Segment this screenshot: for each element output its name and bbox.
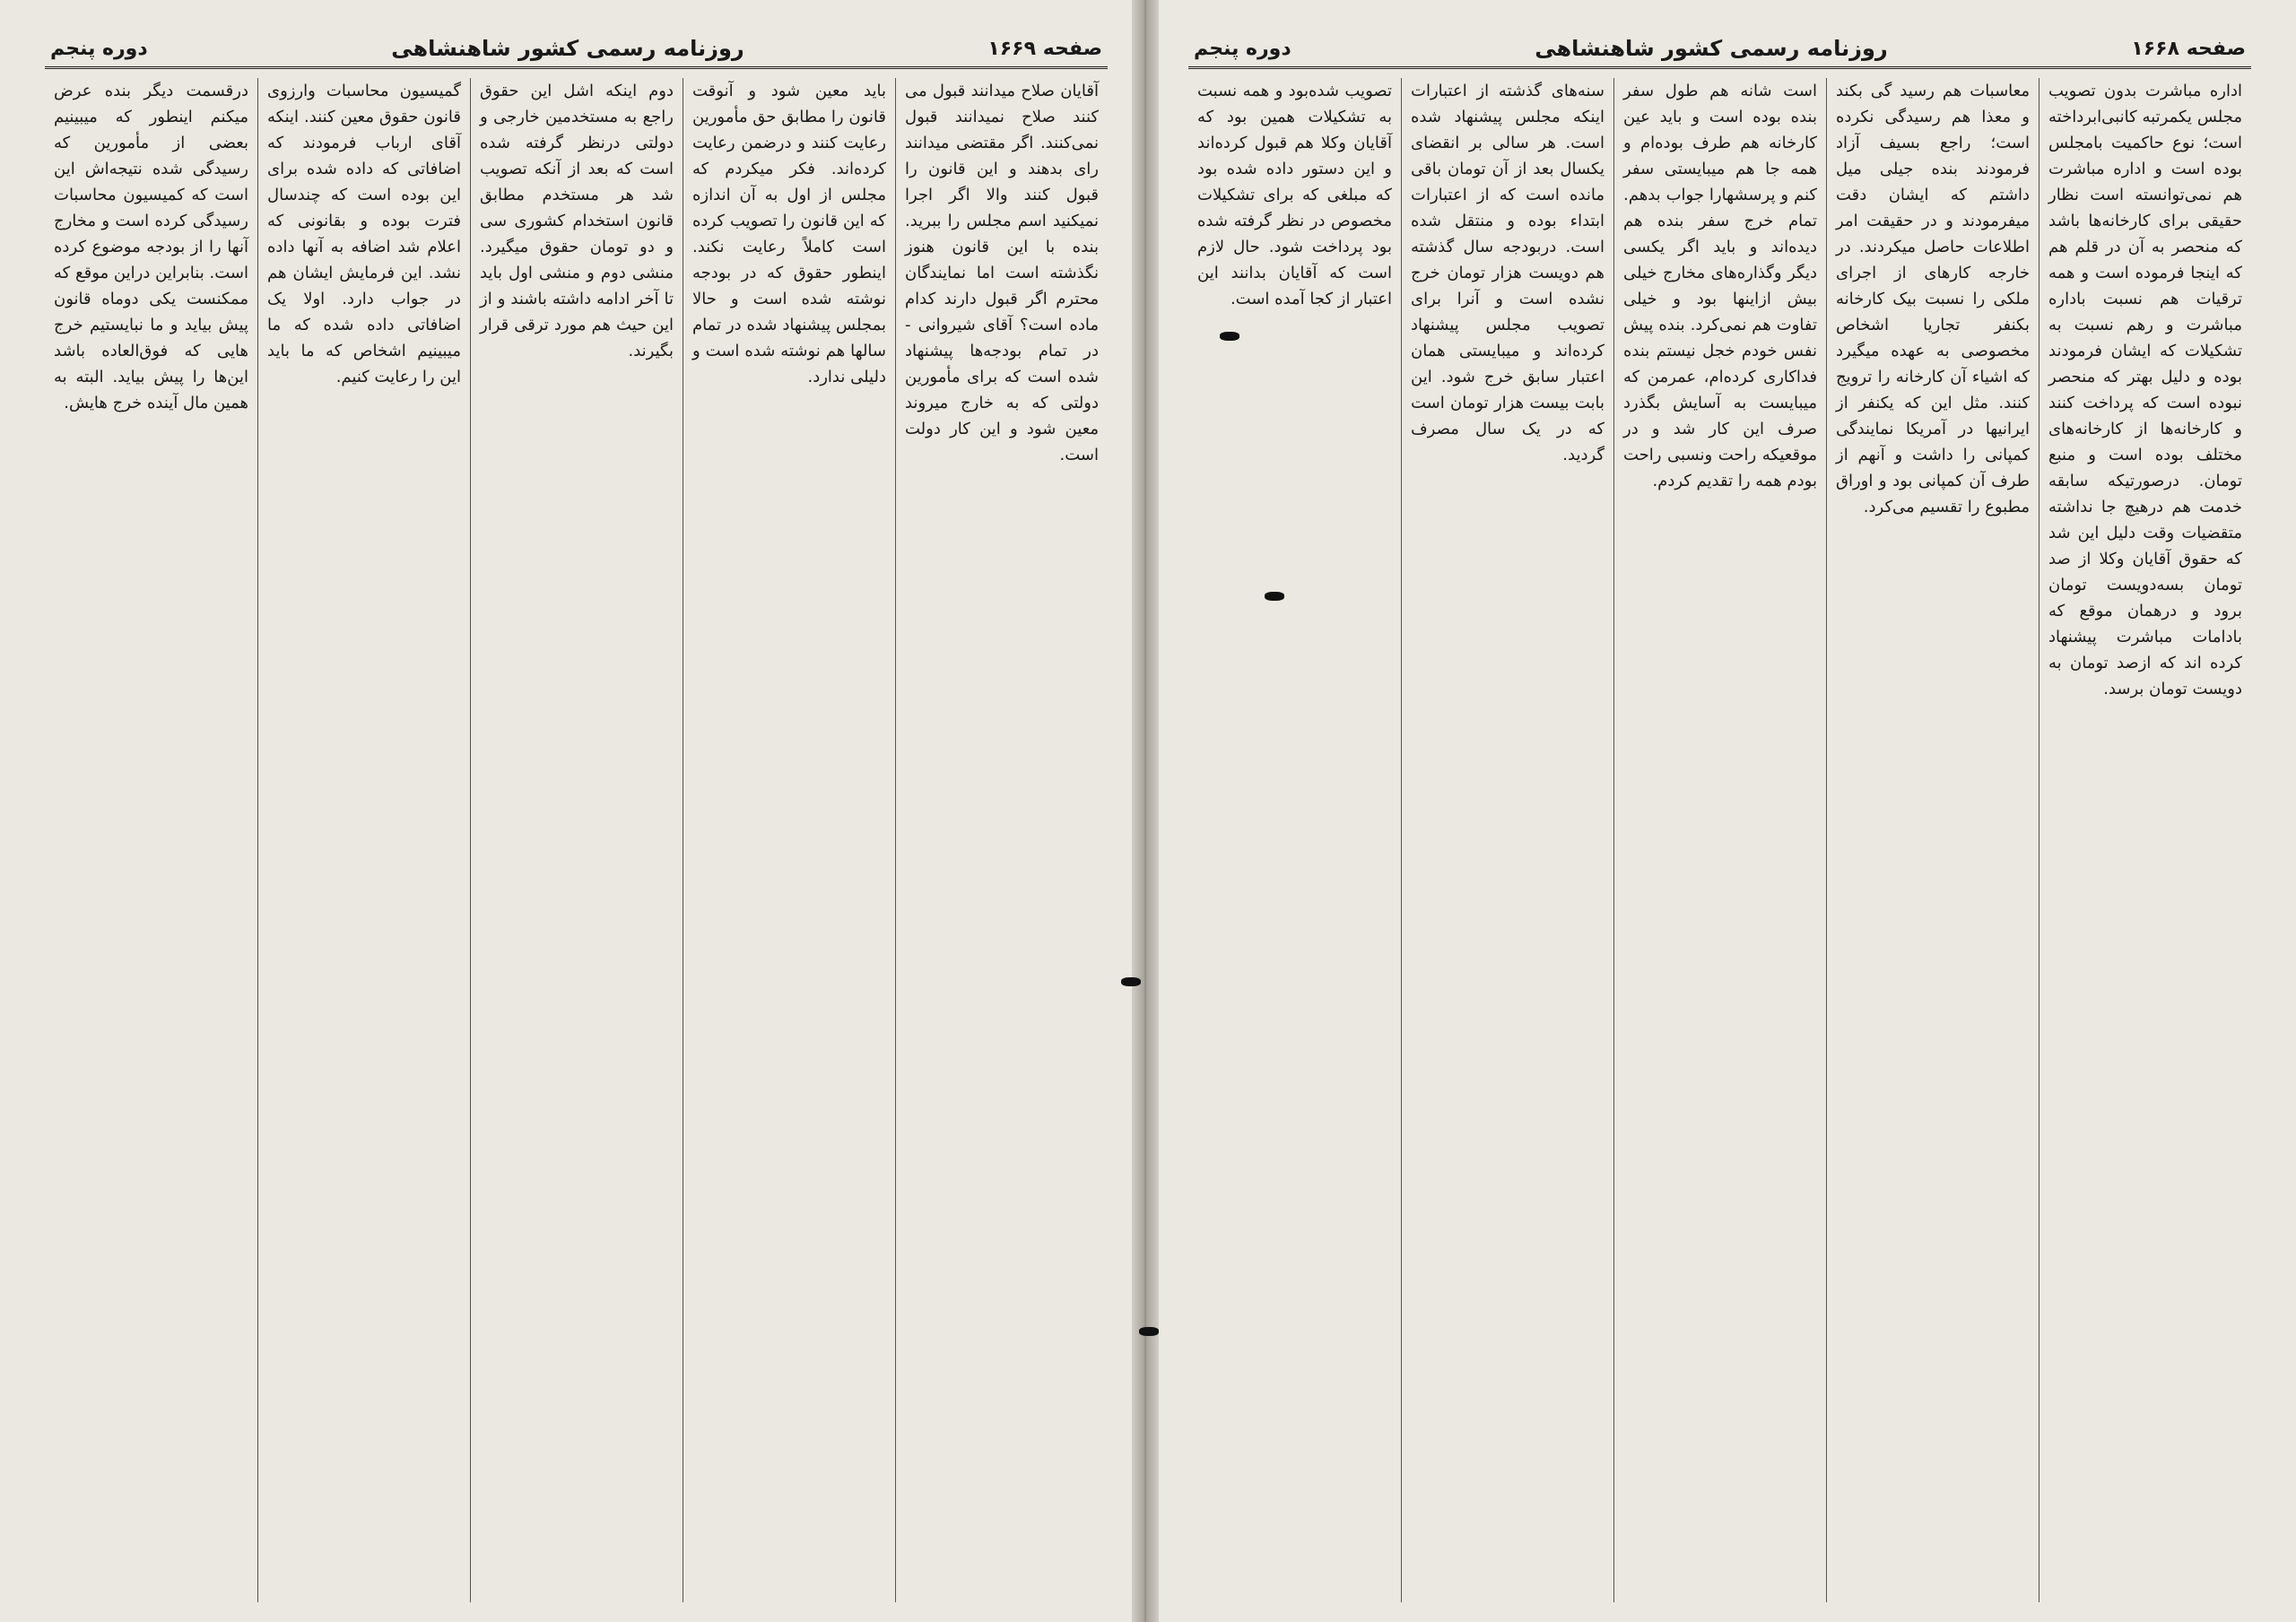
text-column (1188, 78, 1401, 1602)
text-column (683, 78, 895, 1602)
right-page-header (1188, 30, 2251, 69)
ink-blot (1220, 332, 1239, 341)
ink-blot (1139, 1327, 1159, 1336)
right-page-number: صفحه ۱۶۶۸ (2131, 37, 2246, 60)
column-text: آقایان صلاح میدانند قبول می کنند صلاح نمیدانند قبول نمی‌کنند. اگر مقتضی میدانند رای بدهند و این قانون را قبول کنند والا اگر اجرا نمیکنید اسم مجلس را ببرید. بنده با این قانون هنوز نگذشته است اما نمایندگان محترم اگر قبول دارند کدام ماده است؟ آقای شیروانی - در تمام بودجه‌ها پیشنهاد شده است که برای مأمورین دولتی که به خارج میروند معین شود و این کار دولت است. (905, 82, 1099, 464)
text-column (895, 78, 1108, 1602)
text-column (1401, 78, 1613, 1602)
column-text: معاسبات هم رسید گی بکند و معذا هم رسیدگی نکرده است؛ راجع بسیف آزاد فرمودند بنده جیلی میل داشتم که ایشان دقت میفرمودند و در حقیقت امر اطلاعات حاصل میکردند. در خارجه کارهای از اجرای ملکی را نسبت بیک کارخانه بکنفر تجاریا اشخاص مخصوصی به عهده میگیرد که اشیاء آن کارخانه را ترویج کنند. مثل این که یکنفر از ایرانیها در آمریکا نمایندگی کمپانی را داشت و آنهم از طرف آن کمپانی بود و اوراق مطبوع را تقسیم می‌کرد. (1836, 82, 2030, 516)
column-text: باید معین شود و آنوقت قانون را مطابق حق مأمورین رعایت کنند و درضمن رعایت کرده‌اند. فکر میکردم که مجلس از اول به آن اندازه که این قانون را تصویب کرده است کاملاً رعایت نکند. اینطور حقوق که در بودجه نوشته شده است و حالا بمجلس پیشنهاد شده در تمام سالها هم نوشته شده است و دلیلی ندارد. (692, 82, 886, 386)
right-page-period: دوره پنجم (1194, 37, 1292, 60)
right-page (1161, 0, 2278, 1622)
text-column (2039, 78, 2251, 1602)
right-page-title: روزنامه رسمی کشور شاهنشاهی (1535, 36, 1888, 61)
column-text: سنه‌های گذشته از اعتبارات اینکه مجلس پیشنهاد شده است. هر سالی بر انقضای یکسال بعد از آن تومان باقی مانده است که از اعتبارات ابتداء بوده و منتقل شده است. دربودجه سال گذشته هم دویست هزار تومان خرج نشده است و آنرا برای تصویب مجلس پیشنهاد کرده‌اند و میبایستی همان اعتبار سابق خرج شود. این بابت بیست هزار تومان است که در یک سال مصرف گردید. (1411, 82, 1605, 464)
text-column (1613, 78, 1826, 1602)
column-text: است شانه هم طول سفر بنده بوده است و باید عین کارخانه هم طرف بوده‌ام و همه جا هم میبایستی سفر کنم و پرسشهارا جواب بدهم. تمام خرج سفر بنده هم دیده‌اند و باید اگر یکسی دیگر وگذاره‌های مخارج خیلی بیش ازاینها بود و خیلی تفاوت هم نمی‌کرد. بنده پیش نفس خودم خجل نیستم بنده فداکاری کرده‌ام، عمرمن که میبایست به آسایش بگذرد صرف این کار شد و در موقعیکه راحت ونسبی راحت بودم همه را تقدیم کردم. (1623, 82, 1817, 490)
column-text: درقسمت دیگر بنده عرض میکنم اینطور که میبینیم بعضی از مأمورین که رسیدگی شده نتیجه‌اش این است که کمیسیون محاسبات رسیدگی کرده است و مخارج آنها را از بودجه موضوع کرده است. بنابراین دراین موقع که ممکنست یکی دوماه قانون پیش بیاید و ما نبایستیم خرج هایی که فوق‌العاده باشد این‌ها را پیش بیاید. البته به همین مال آینده خرج هایش. (54, 82, 248, 412)
column-text: دوم اینکه اشل این حقوق راجع به مستخدمین خارجی و دولتی درنظر گرفته شده است که بعد از آنکه تصویب شد هر مستخدم مطابق قانون استخدام کشوری سی و دو تومان حقوق میگیرد. منشی دوم و منشی اول باید تا آخر ادامه داشته باشند و از این حیث هم مورد ترقی قرار بگیرند. (480, 82, 674, 360)
left-page-number: صفحه ۱۶۶۹ (987, 37, 1102, 60)
text-column (45, 78, 257, 1602)
text-column (470, 78, 683, 1602)
left-page (18, 0, 1135, 1622)
ink-blot (1265, 592, 1284, 601)
text-column (1826, 78, 2039, 1602)
column-text: گمیسیون محاسبات وارزوی قانون حقوق معین کنند. اینکه آقای ارباب فرمودند که اضافاتی که داده شده برای این بوده است که چندسال فترت بوده و بقانونی که اعلام شد اضافه به آنها داده نشد. این فرمایش ایشان هم در جواب دارد. اولا یک اضافاتی داده شده که ما میبینیم اشخاص که ما باید این را رعایت کنیم. (267, 82, 461, 386)
right-page-columns (1188, 78, 2251, 1602)
text-column (257, 78, 470, 1602)
left-page-columns (45, 78, 1108, 1602)
left-page-title: روزنامه رسمی کشور شاهنشاهی (391, 36, 744, 61)
ink-blot (1121, 977, 1141, 986)
book-gutter (1132, 0, 1159, 1622)
column-text: اداره مباشرت بدون تصویب مجلس یکمرتبه کانبی‌ابرداخته است؛ نوع حاکمیت بامجلس بوده است و اداره مباشرت هم نمی‌توانسته است نظار حقیقی برای کارخانه‌ها باشد که منحصر به آن در قلم هم که اینجا فرموده است و همه ترقیات هم نسبت باداره مباشرت و رهم نسبت به تشکیلات که ایشان فرمودند بوده و دلیل بهتر که منحصر نبوده است که پرداخت کنند و کارخانه‌ها از کارخانه‌های مختلف بوده است و منبع تومان. درصورتیکه سابقه خدمت هم درهیچ جا نداشته متقضیات وقت دلیل این شد که حقوق آقایان وکلا از صد تومان بسه‌دویست تومان برود و درهمان موقع که بادامات مباشرت پیشنهاد کرده اند که ازصد تومان به دویست تومان برسد. (2048, 82, 2242, 698)
left-page-period: دوره پنجم (50, 37, 148, 60)
left-page-header (45, 30, 1108, 69)
column-text: تصویب شده‌بود و همه نسبت به تشکیلات همین بود که آقایان وکلا هم قبول کرده‌اند و این دستور داده شده بود که مبلغی که برای تشکیلات مخصوص در نظر گرفته شده بود پرداخت شود. حال لازم است که آقایان بدانند این اعتبار از کجا آمده است. (1197, 82, 1392, 308)
